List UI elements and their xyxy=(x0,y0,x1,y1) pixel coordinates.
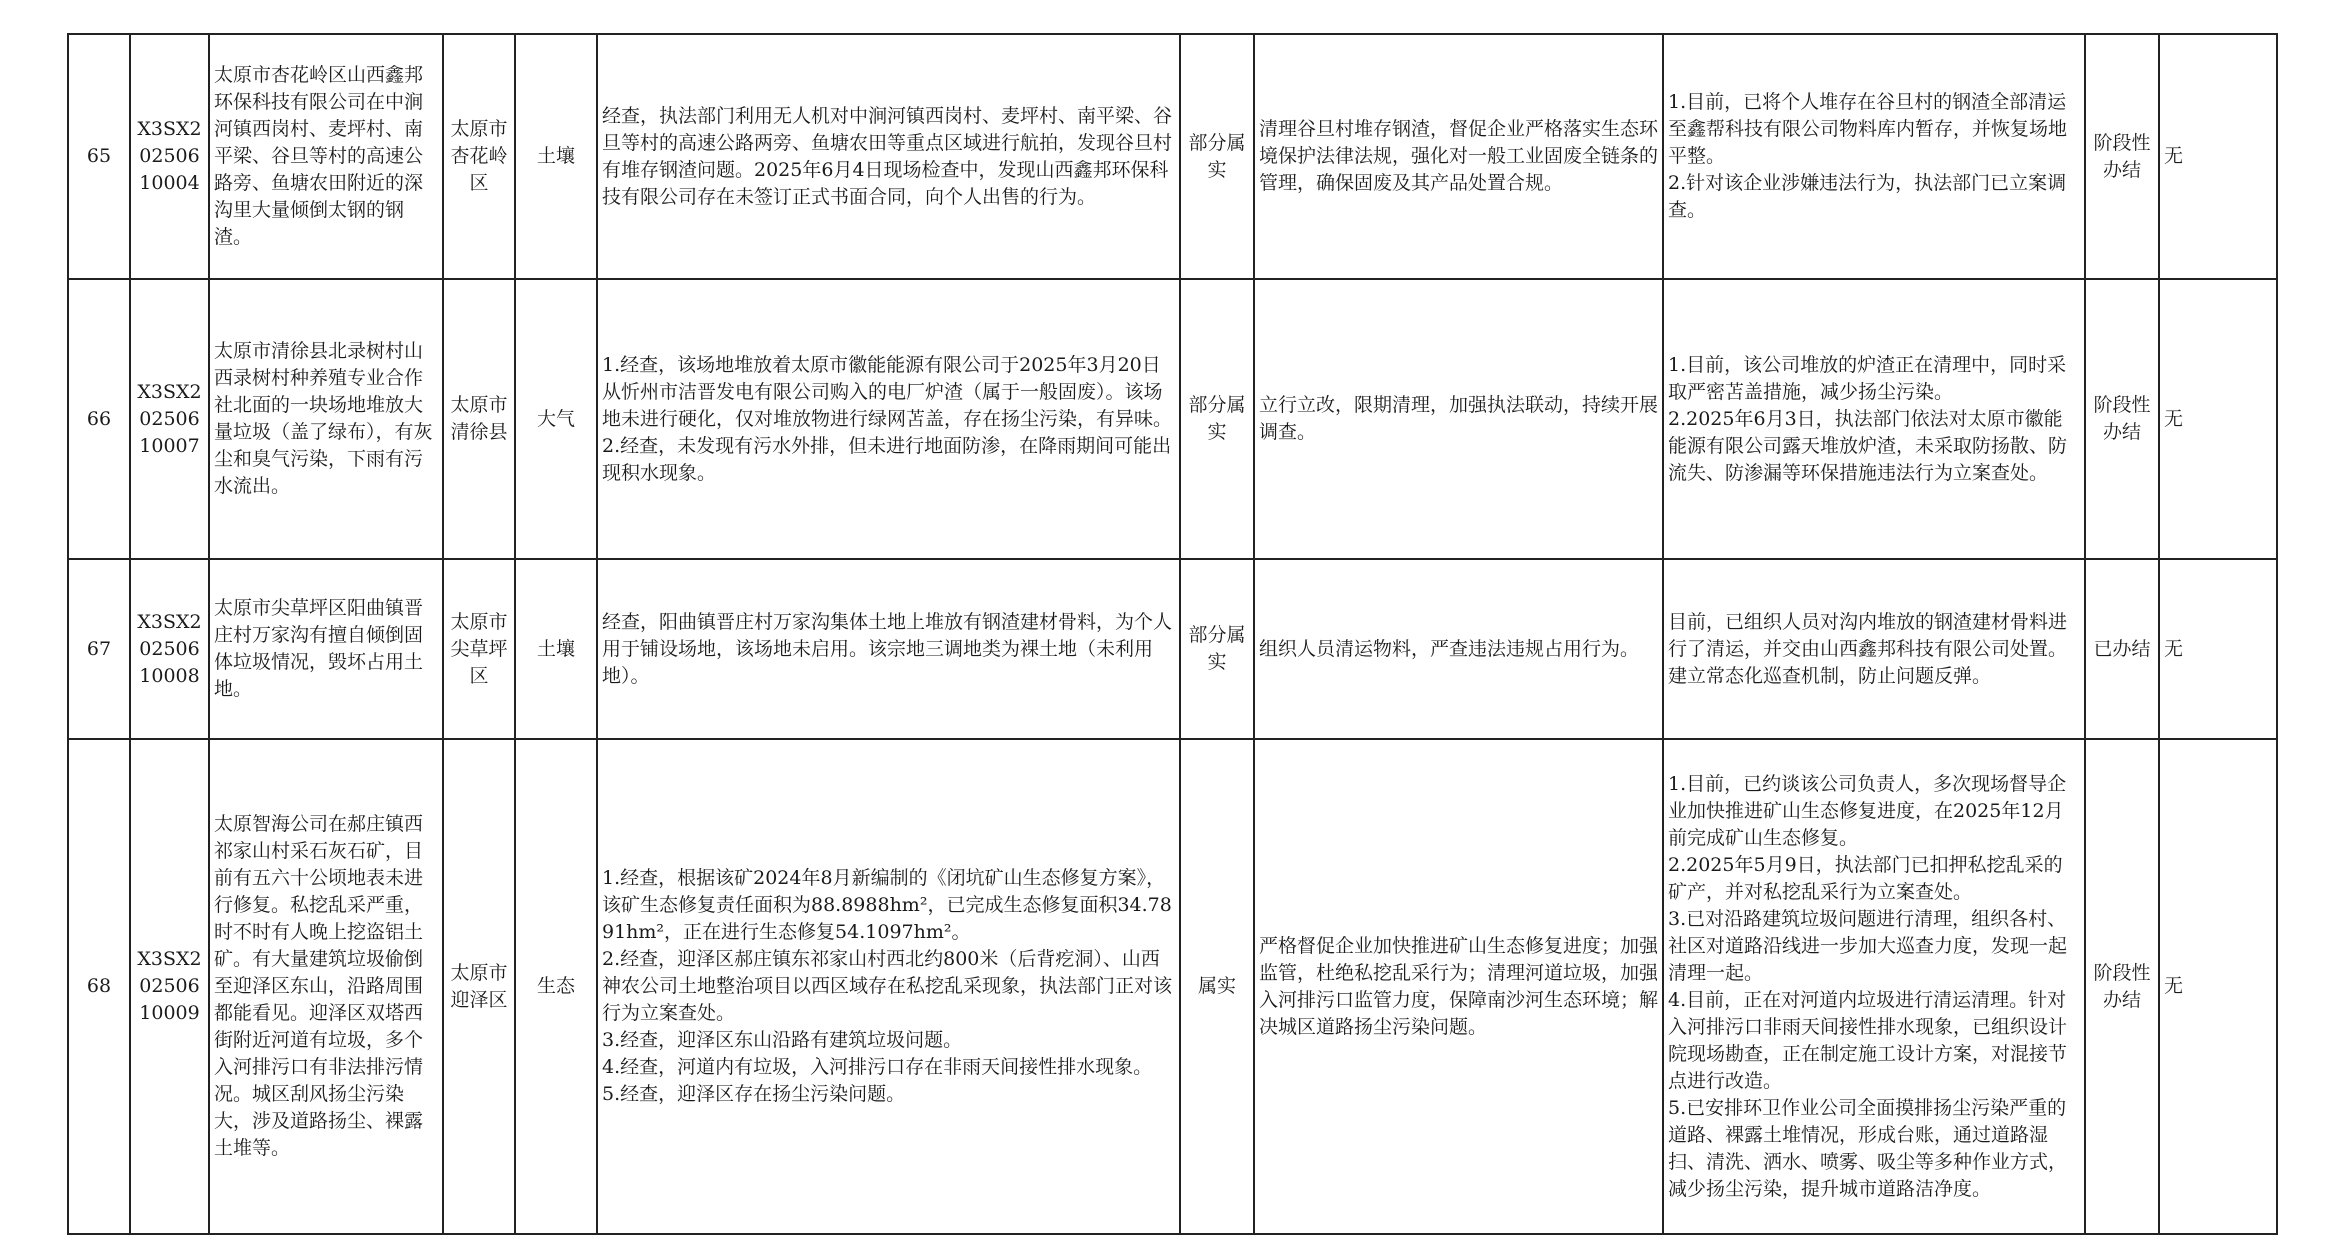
results-cell-line: 1.目前，该公司堆放的炉渣正在清理中，同时采取严密苫盖措施，减少扬尘污染。 xyxy=(1668,353,2067,403)
results-cell-line: 1.目前，已将个人堆存在谷旦村的钢渣全部清运至鑫帮科技有限公司物料库内暂存，并恢复场地平整。 xyxy=(1668,91,2068,167)
seq-cell: 68 xyxy=(68,739,130,1234)
complaint-cell: 太原智海公司在郝庄镇西祁家山村采石灰石矿，目前有五六十公顷地表未进行修复。私挖乱采严重，时不时有人晚上挖盗铝土矿。有大量建筑垃圾偷倒至迎泽区东山，沿路周围都能看见。迎泽区双塔西街附近河道有垃圾，多个入河排污口有非法排污情况。城区刮风扬尘污染大，涉及道路扬尘、裸露土堆等。 xyxy=(209,739,443,1234)
results-cell xyxy=(1663,34,2085,279)
investigation-cell-line: 经查，执法部门利用无人机对中涧河镇西岗村、麦坪村、南平梁、谷旦等村的高速公路两旁、鱼塘农田等重点区域进行航拍，发现谷旦村有堆存钢渣问题。2025年6月4日现场检查中，发现山西鑫邦环保科技有限公司存在未签订正式书面合同，向个人出售的行为。 xyxy=(602,104,1173,208)
investigation-cell-line: 4.经查，河道内有垃圾，入河排污口存在非雨天间接性排水现象。 xyxy=(602,1056,1153,1078)
measures-cell: 立行立改，限期清理，加强执法联动，持续开展调查。 xyxy=(1254,279,1663,559)
verdict-cell: 部分属实 xyxy=(1180,559,1254,739)
seq-cell: 66 xyxy=(68,279,130,559)
investigation-cell xyxy=(597,739,1180,1234)
measures-cell: 组织人员清运物料，严查违法违规占用行为。 xyxy=(1254,559,1663,739)
investigation-cell-line: 2.经查，未发现有污水外排，但未进行地面防渗，在降雨期间可能出现积水现象。 xyxy=(602,434,1172,484)
verdict-cell: 部分属实 xyxy=(1180,279,1254,559)
district-cell: 太原市杏花岭区 xyxy=(443,34,515,279)
results-cell-line: 1.目前，已约谈该公司负责人，多次现场督导企业加快推进矿山生态修复进度，在2025年12月前完成矿山生态修复。 xyxy=(1668,772,2067,849)
investigation-cell xyxy=(597,559,1180,739)
status-cell: 阶段性办结 xyxy=(2085,34,2159,279)
results-cell xyxy=(1663,739,2085,1234)
results-cell xyxy=(1663,279,2085,559)
table-row xyxy=(68,559,2277,739)
investigation-cell-line: 1.经查，根据该矿2024年8月新编制的《闭坑矿山生态修复方案》，该矿生态修复责任面积为88.8988hm²，已完成生态修复面积34.7891hm²，正在进行生态修复54.1097hm²。 xyxy=(602,867,1172,943)
investigation-cell-line: 3.经查，迎泽区东山沿路有建筑垃圾问题。 xyxy=(602,1029,963,1051)
category-cell: 大气 xyxy=(515,279,597,559)
table-row xyxy=(68,279,2277,559)
seq-cell: 67 xyxy=(68,559,130,739)
results-cell-line: 3.已对沿路建筑垃圾问题进行清理，组织各村、社区对道路沿线进一步加大巡查力度，发现一起清理一起。 xyxy=(1668,907,2068,984)
category-cell: 土壤 xyxy=(515,559,597,739)
status-cell: 已办结 xyxy=(2085,559,2159,739)
verdict-cell: 部分属实 xyxy=(1180,34,1254,279)
table-row xyxy=(68,739,2277,1234)
category-cell: 土壤 xyxy=(515,34,597,279)
measures-cell: 严格督促企业加快推进矿山生态修复进度；加强监管，杜绝私挖乱采行为；清理河道垃圾，加强入河排污口监管力度，保障南沙河生态环境；解决城区道路扬尘污染问题。 xyxy=(1254,739,1663,1234)
investigation-cell-line: 5.经查，迎泽区存在扬尘污染问题。 xyxy=(602,1083,906,1105)
accountability-cell: 无 xyxy=(2159,739,2277,1234)
district-cell: 太原市尖草坪区 xyxy=(443,559,515,739)
seq-cell: 65 xyxy=(68,34,130,279)
results-cell-line: 2.2025年6月3日，执法部门依法对太原市徽能能源有限公司露天堆放炉渣，未采取防扬散、防流失、防渗漏等环保措施违法行为立案查处。 xyxy=(1668,407,2068,484)
case-id-cell: X3SX20250610004 xyxy=(130,34,209,279)
complaint-cell: 太原市杏花岭区山西鑫邦环保科技有限公司在中涧河镇西岗村、麦坪村、南平梁、谷旦等村的高速公路旁、鱼塘农田附近的深沟里大量倾倒太钢的钢渣。 xyxy=(209,34,443,279)
investigation-cell-line: 2.经查，迎泽区郝庄镇东祁家山村西北约800米（后背疙洞）、山西神农公司土地整治项目以西区域存在私挖乱采现象，执法部门正对该行为立案查处。 xyxy=(602,948,1173,1024)
status-cell: 阶段性办结 xyxy=(2085,739,2159,1234)
results-cell-line: 2.针对该企业涉嫌违法行为，执法部门已立案调查。 xyxy=(1668,172,2067,221)
case-id-cell: X3SX20250610009 xyxy=(130,739,209,1234)
category-cell: 生态 xyxy=(515,739,597,1234)
measures-cell: 清理谷旦村堆存钢渣，督促企业严格落实生态环境保护法律法规，强化对一般工业固废全链条的管理，确保固废及其产品处置合规。 xyxy=(1254,34,1663,279)
investigation-cell-line: 1.经查，该场地堆放着太原市徽能能源有限公司于2025年3月20日从忻州市洁晋发电有限公司购入的电厂炉渣（属于一般固废）。该场地未进行硬化，仅对堆放物进行绿网苫盖，存在扬尘污染，有异味。 xyxy=(602,353,1173,430)
district-cell: 太原市迎泽区 xyxy=(443,739,515,1234)
results-cell-line: 5.已安排环卫作业公司全面摸排扬尘污染严重的道路、裸露土堆情况，形成台账，通过道路湿扫、清洗、洒水、喷雾、吸尘等多种作业方式，减少扬尘污染，提升城市道路洁净度。 xyxy=(1668,1096,2068,1200)
results-cell-line: 2.2025年5月9日，执法部门已扣押私挖乱采的矿产，并对私挖乱采行为立案查处。 xyxy=(1668,853,2063,903)
district-cell: 太原市清徐县 xyxy=(443,279,515,559)
investigation-cell xyxy=(597,34,1180,279)
results-cell xyxy=(1663,559,2085,739)
results-cell-line: 4.目前，正在对河道内垃圾进行清运清理。针对入河排污口非雨天间接性排水现象，已组织设计院现场勘查，正在制定施工设计方案，对混接节点进行改造。 xyxy=(1668,988,2068,1092)
complaint-table xyxy=(67,33,2278,1235)
investigation-cell-line: 经查，阳曲镇晋庄村万家沟集体土地上堆放有钢渣建材骨料，为个人用于铺设场地，该场地未启用。该宗地三调地类为裸土地（未利用地）。 xyxy=(602,610,1173,687)
accountability-cell: 无 xyxy=(2159,279,2277,559)
complaint-cell: 太原市清徐县北录树村山西录树村种养殖专业合作社北面的一块场地堆放大量垃圾（盖了绿布），有灰尘和臭气污染，下雨有污水流出。 xyxy=(209,279,443,559)
accountability-cell: 无 xyxy=(2159,559,2277,739)
accountability-cell: 无 xyxy=(2159,34,2277,279)
table-row xyxy=(68,34,2277,279)
status-cell: 阶段性办结 xyxy=(2085,279,2159,559)
verdict-cell: 属实 xyxy=(1180,739,1254,1234)
case-id-cell: X3SX20250610007 xyxy=(130,279,209,559)
case-id-cell: X3SX20250610008 xyxy=(130,559,209,739)
complaint-cell: 太原市尖草坪区阳曲镇晋庄村万家沟有擅自倾倒固体垃圾情况，毁坏占用土地。 xyxy=(209,559,443,739)
investigation-cell xyxy=(597,279,1180,559)
results-cell-line: 目前，已组织人员对沟内堆放的钢渣建材骨料进行了清运，并交由山西鑫邦科技有限公司处置。建立常态化巡查机制，防止问题反弹。 xyxy=(1668,610,2068,687)
